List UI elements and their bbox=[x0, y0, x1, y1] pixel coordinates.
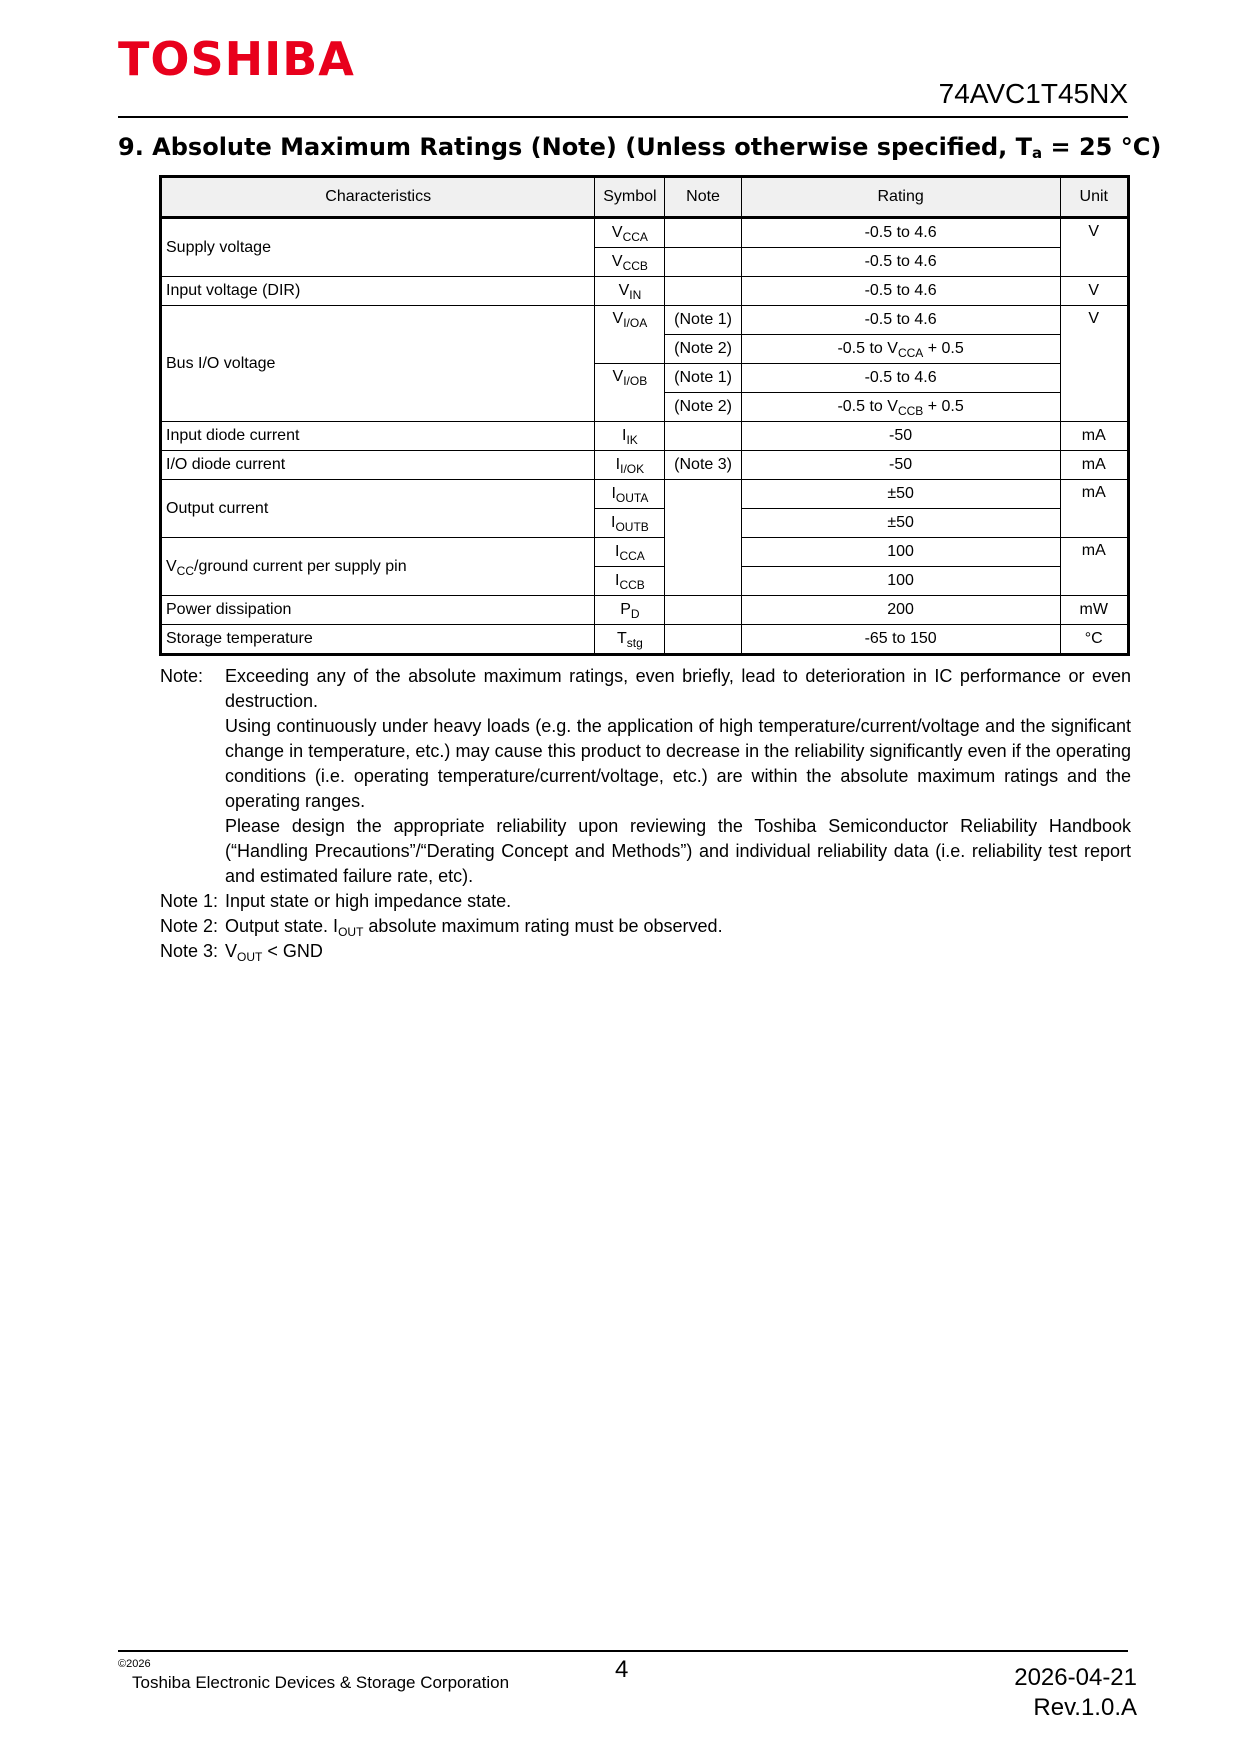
note-cell bbox=[665, 218, 741, 248]
column-header: Note bbox=[665, 177, 741, 218]
note-cell bbox=[665, 248, 741, 277]
note-2 bbox=[160, 914, 1131, 939]
rating-cell: -0.5 to 4.6 bbox=[741, 277, 1060, 306]
absolute-max-ratings-table bbox=[159, 175, 1130, 656]
characteristic-cell: Supply voltage bbox=[161, 218, 595, 277]
symbol-cell: $I_{CCB}$ bbox=[595, 567, 665, 596]
note-cell bbox=[665, 625, 741, 655]
company-name: Toshiba Electronic Devices & Storage Corporation bbox=[132, 1673, 510, 1692]
rating-cell: -0.5 to 4.6 bbox=[741, 364, 1060, 393]
note-cell: (Note 2) bbox=[665, 393, 741, 422]
copyright: ©2026 bbox=[118, 1658, 151, 1670]
unit-cell: °C bbox=[1060, 625, 1129, 655]
symbol-cell: $I_{OUTA}$ bbox=[595, 480, 665, 509]
table-row bbox=[161, 625, 1129, 655]
note-cell bbox=[665, 422, 741, 451]
note-3 bbox=[160, 939, 1131, 964]
column-header: Characteristics bbox=[161, 177, 595, 218]
table-row bbox=[161, 596, 1129, 625]
rating-cell: 200 bbox=[741, 596, 1060, 625]
unit-cell: V bbox=[1060, 277, 1129, 306]
symbol-cell: $I_{IK}$ bbox=[595, 422, 665, 451]
symbol-cell: $I_{CCA}$ bbox=[595, 538, 665, 567]
note-body: $V_{OUT}$ < GND bbox=[225, 941, 323, 964]
unit-cell: V bbox=[1060, 306, 1129, 422]
rating-cell: 100 bbox=[741, 538, 1060, 567]
symbol-cell: $I_{I/OK}$ bbox=[595, 451, 665, 480]
rating-cell: -0.5 to $V_{CCB} + 0.5$ bbox=[741, 393, 1060, 422]
table-row bbox=[161, 480, 1129, 509]
characteristic-cell: Output current bbox=[161, 480, 595, 538]
note-label: Note: bbox=[160, 666, 204, 686]
symbol-cell: $V_{I/OA}$ bbox=[595, 306, 665, 364]
note-paragraph: Please design the appropriate reliability upon reviewing the Toshiba Semiconductor Reliability Handbook (“Handling Precautions”/“Derating Concept and Methods”) and individual reliability data (i.e. reliability test report and estimated failure rate, etc). bbox=[225, 816, 1131, 886]
rating-cell: -0.5 to $V_{CCA} + 0.5$ bbox=[741, 335, 1060, 364]
note-cell: (Note 1) bbox=[665, 306, 741, 335]
note-cell bbox=[665, 596, 741, 625]
unit-cell: V bbox=[1060, 218, 1129, 277]
table-row bbox=[161, 538, 1129, 567]
note-cell bbox=[665, 277, 741, 306]
symbol-cell: $V_{I/OB}$ bbox=[595, 364, 665, 422]
characteristic-cell: Power dissipation bbox=[161, 596, 595, 625]
characteristic-cell: Storage temperature bbox=[161, 625, 595, 655]
table-header-row bbox=[161, 177, 1129, 218]
table-row bbox=[161, 218, 1129, 248]
characteristic-cell: Bus I/O voltage bbox=[161, 306, 595, 422]
unit-cell: mA bbox=[1060, 422, 1129, 451]
characteristic-cell: I/O diode current bbox=[161, 451, 595, 480]
rating-cell: -50 bbox=[741, 451, 1060, 480]
unit-cell: mW bbox=[1060, 596, 1129, 625]
part-number: 74AVC1T45NX bbox=[938, 78, 1128, 109]
rating-cell: ±50 bbox=[741, 480, 1060, 509]
page-number: 4 bbox=[615, 1656, 629, 1683]
characteristic-cell: Input voltage (DIR) bbox=[161, 277, 595, 306]
general-note bbox=[160, 664, 1131, 889]
characteristic-cell: Input diode current bbox=[161, 422, 595, 451]
rating-cell: 100 bbox=[741, 567, 1060, 596]
notes-section bbox=[160, 664, 1131, 964]
table-row bbox=[161, 422, 1129, 451]
note-body: Output state. $I_{OUT}$ absolute maximum rating must be observed. bbox=[225, 916, 723, 939]
characteristic-cell: $V_{CC}$/ground current per supply pin bbox=[161, 538, 595, 596]
note-cell: (Note 3) bbox=[665, 451, 741, 480]
rating-cell: ±50 bbox=[741, 509, 1060, 538]
symbol-cell: $T_{stg}$ bbox=[595, 625, 665, 655]
document-date: 2026-04-21 bbox=[1014, 1664, 1137, 1691]
symbol-cell: $P_D$ bbox=[595, 596, 665, 625]
note-paragraph: Using continuously under heavy loads (e.g. the application of high temperature/current/voltage and the significant change in temperature, etc.) may cause this product to decrease in the reliability significantly even if the operating conditions (i.e. operating temperature/current/voltage, etc.) are within the absolute maximum ratings and the operating ranges. bbox=[225, 716, 1131, 811]
section-title: 9. Absolute Maximum Ratings (Note) (Unless otherwise specified, $T_a = 25$ °C) bbox=[118, 133, 1162, 162]
rating-cell: -50 bbox=[741, 422, 1060, 451]
symbol-cell: $V_{CCB}$ bbox=[595, 248, 665, 277]
unit-cell: mA bbox=[1060, 451, 1129, 480]
rating-cell: -65 to 150 bbox=[741, 625, 1060, 655]
column-header: Rating bbox=[741, 177, 1060, 218]
note-label: Note 3: bbox=[160, 941, 219, 961]
note-cell: (Note 1) bbox=[665, 364, 741, 393]
note-paragraph: Exceeding any of the absolute maximum ratings, even briefly, lead to deterioration in IC performance or even destruction. bbox=[225, 666, 1131, 711]
column-header: Symbol bbox=[595, 177, 665, 218]
note-1 bbox=[160, 889, 1131, 914]
document-revision: Rev.1.0.A bbox=[1033, 1694, 1137, 1721]
toshiba-logo: TOSHIBA bbox=[118, 32, 355, 86]
note-label: Note 1: bbox=[160, 891, 219, 911]
table-row bbox=[161, 277, 1129, 306]
footer-divider bbox=[118, 1650, 1128, 1652]
note-cell bbox=[665, 480, 741, 596]
rating-cell: -0.5 to 4.6 bbox=[741, 248, 1060, 277]
rating-cell: -0.5 to 4.6 bbox=[741, 218, 1060, 248]
header-divider bbox=[118, 116, 1128, 118]
table-row bbox=[161, 306, 1129, 335]
note-body: Input state or high impedance state. bbox=[225, 891, 512, 911]
note-body bbox=[225, 664, 1131, 889]
symbol-cell: $V_{CCA}$ bbox=[595, 218, 665, 248]
symbol-cell: $V_{IN}$ bbox=[595, 277, 665, 306]
note-label: Note 2: bbox=[160, 916, 219, 936]
unit-cell: mA bbox=[1060, 538, 1129, 596]
unit-cell: mA bbox=[1060, 480, 1129, 538]
column-header: Unit bbox=[1060, 177, 1129, 218]
symbol-cell: $I_{OUTB}$ bbox=[595, 509, 665, 538]
table-row bbox=[161, 451, 1129, 480]
note-cell: (Note 2) bbox=[665, 335, 741, 364]
rating-cell: -0.5 to 4.6 bbox=[741, 306, 1060, 335]
